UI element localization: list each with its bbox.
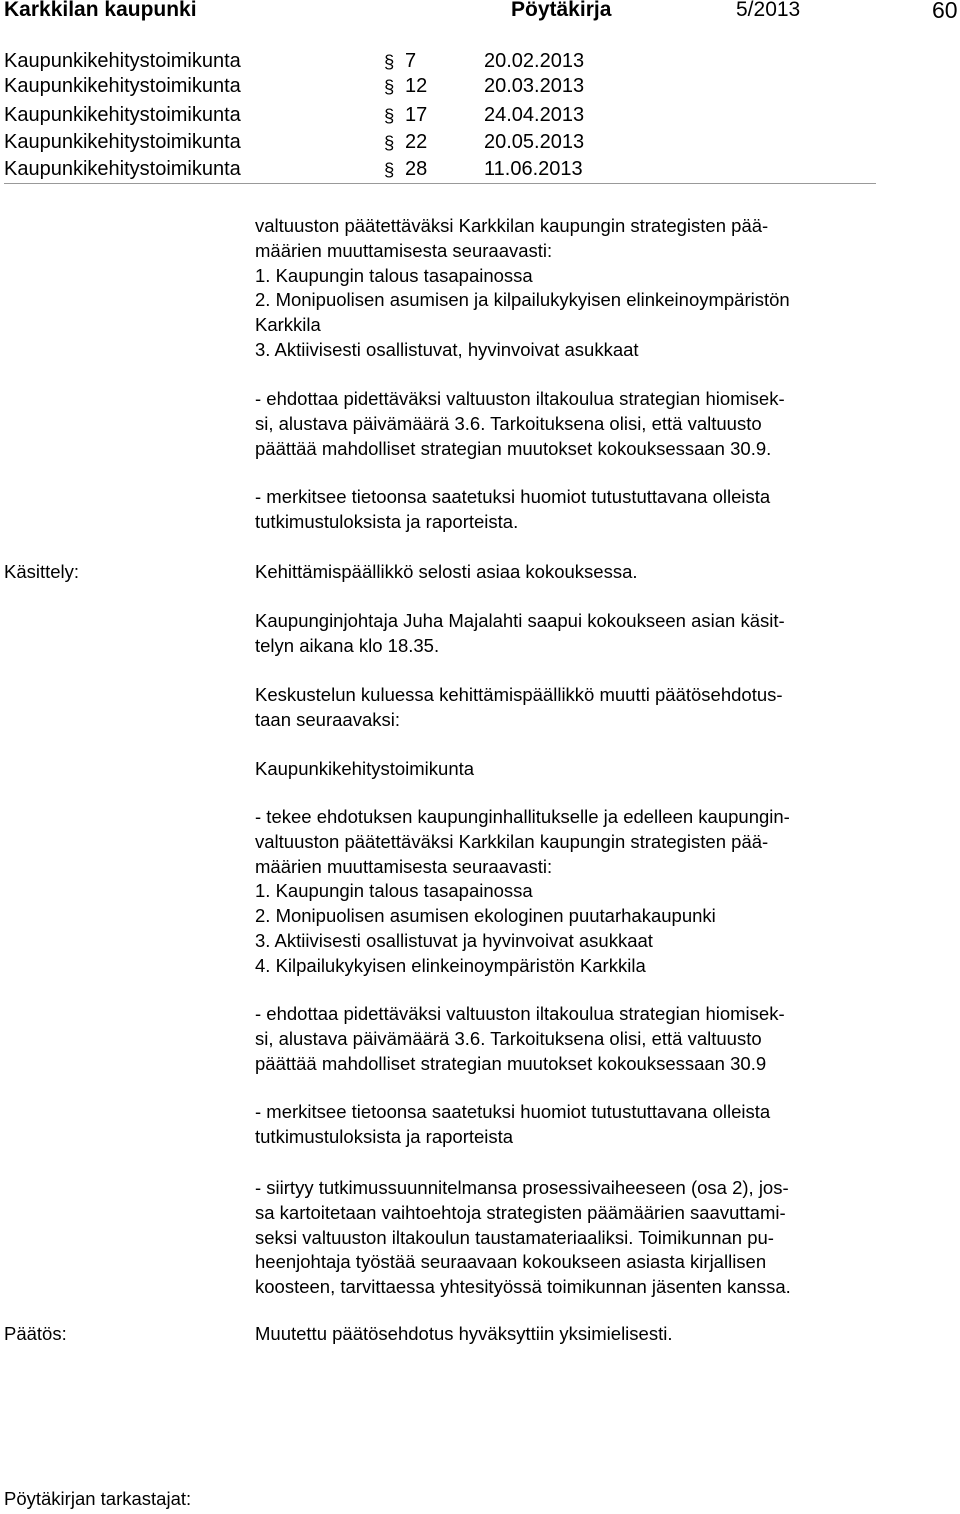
header-divider — [4, 183, 876, 184]
discussion-paragraph — [255, 560, 875, 585]
discussion-paragraph — [255, 805, 875, 979]
section-icon: § — [384, 105, 395, 126]
proposal-paragraph — [255, 387, 875, 461]
text-line: valtuuston päätettäväksi Karkkilan kaupungin strategisten pää- — [255, 215, 769, 236]
discussion-paragraph — [255, 683, 875, 733]
text-line: päättää mahdolliset strategian muutokset kokouksessaan 30.9 — [255, 1052, 767, 1074]
text-line: 1. Kaupungin talous tasapainossa — [255, 264, 533, 286]
meeting-date: 20.05.2013 — [484, 131, 585, 153]
meeting-date: 20.03.2013 — [484, 75, 585, 97]
section-icon: § — [384, 132, 395, 153]
text-line: määrien muuttamisesta seuraavasti: — [255, 855, 553, 877]
text-line: 3. Aktiivisesti osallistuvat ja hyvinvoivat asukkaat — [255, 929, 653, 951]
proposal-paragraph — [255, 214, 875, 363]
text-line: Kaupunkikehitystoimikunta — [255, 758, 475, 779]
meeting-body: Kaupunkikehitystoimikunta — [4, 75, 241, 97]
text-line: si, alustava päivämäärä 3.6. Tarkoituksena olisi, että valtuusto — [255, 1027, 762, 1049]
paatos-label: Päätös: — [4, 1323, 67, 1344]
proposal-paragraph — [255, 485, 875, 535]
discussion-paragraph — [255, 757, 875, 782]
kasittely-label: Käsittely: — [4, 561, 80, 582]
inspectors-label: Pöytäkirjan tarkastajat: — [4, 1488, 192, 1509]
text-line: telyn aikana klo 18.35. — [255, 634, 440, 656]
text-line: 1. Kaupungin talous tasapainossa — [255, 880, 533, 902]
text-line: valtuuston päätettäväksi Karkkilan kaupungin strategisten pää- — [255, 830, 769, 852]
text-line: 2. Monipuolisen asumisen ja kilpailukykyisen elinkeinoympäristön — [255, 289, 790, 311]
text-line: seksi valtuuston iltakoulun taustamateriaaliksi. Toimikunnan pu- — [255, 1226, 774, 1248]
meeting-body: Kaupunkikehitystoimikunta — [4, 131, 241, 153]
section-number: 28 — [405, 158, 428, 180]
text-line: määrien muuttamisesta seuraavasti: — [255, 239, 553, 261]
text-line: heenjohtaja työstää seuraavaan kokoukseen asiasta kirjallisen — [255, 1251, 767, 1273]
text-line: Karkkila — [255, 314, 321, 336]
text-line: - merkitsee tietoonsa saatetuksi huomiot tutustuttavana olleista — [255, 486, 771, 507]
discussion-paragraph — [255, 1002, 875, 1076]
text-line: - tekee ehdotuksen kaupunginhallitukselle ja edelleen kaupungin- — [255, 806, 790, 827]
text-line: taan seuraavaksi: — [255, 708, 401, 730]
text-line: päättää mahdolliset strategian muutokset kokouksessaan 30.9. — [255, 437, 772, 459]
section-number: 22 — [405, 131, 428, 153]
text-line: si, alustava päivämäärä 3.6. Tarkoituksena olisi, että valtuusto — [255, 412, 762, 434]
section-number: 12 — [405, 75, 428, 97]
section-icon: § — [384, 159, 395, 180]
section-icon: § — [384, 76, 395, 97]
text-line: - siirtyy tutkimussuunnitelmansa prosessivaiheeseen (osa 2), jos- — [255, 1177, 789, 1198]
meeting-body: Kaupunkikehitystoimikunta — [4, 50, 241, 72]
text-line: 3. Aktiivisesti osallistuvat, hyvinvoivat asukkaat — [255, 338, 639, 360]
discussion-paragraph — [255, 609, 875, 659]
discussion-paragraph — [255, 1176, 875, 1300]
document-number: 5/2013 — [736, 0, 801, 21]
section-icon: § — [384, 51, 395, 72]
document-type: Pöytäkirja — [511, 0, 612, 21]
text-line: koosteen, tarvittaessa yhtesityössä toimikunnan jäsenten kanssa. — [255, 1276, 791, 1298]
discussion-paragraph — [255, 1100, 875, 1150]
text-line: 4. Kilpailukykyisen elinkeinoympäristön Karkkila — [255, 954, 646, 976]
page-number: 60 — [932, 0, 958, 23]
meeting-date: 20.02.2013 — [484, 50, 585, 72]
section-number: 7 — [405, 50, 417, 72]
text-line: Keskustelun kuluessa kehittämispäällikkö muutti päätösehdotus- — [255, 684, 783, 705]
meeting-body: Kaupunkikehitystoimikunta — [4, 158, 241, 180]
text-line: sa kartoitetaan vaihtoehtoja strategisten päämäärien saavuttami- — [255, 1201, 786, 1223]
meeting-body: Kaupunkikehitystoimikunta — [4, 104, 241, 126]
text-line: - merkitsee tietoonsa saatetuksi huomiot tutustuttavana olleista — [255, 1101, 771, 1122]
text-line: - ehdottaa pidettäväksi valtuuston iltakoulua strategian hiomisek- — [255, 388, 785, 409]
decision-paragraph — [255, 1322, 875, 1347]
meeting-date: 24.04.2013 — [484, 104, 585, 126]
org-name: Karkkilan kaupunki — [4, 0, 197, 21]
text-line: - ehdottaa pidettäväksi valtuuston iltakoulua strategian hiomisek- — [255, 1003, 785, 1024]
meeting-date: 11.06.2013 — [484, 158, 583, 180]
text-line: tutkimustuloksista ja raporteista. — [255, 510, 519, 532]
text-line: tutkimustuloksista ja raporteista — [255, 1125, 514, 1147]
text-line: Kehittämispäällikkö selosti asiaa kokouksessa. — [255, 561, 638, 582]
section-number: 17 — [405, 104, 428, 126]
text-line: 2. Monipuolisen asumisen ekologinen puutarhakaupunki — [255, 905, 716, 927]
text-line: Muutettu päätösehdotus hyväksyttiin yksimielisesti. — [255, 1323, 673, 1344]
text-line: Kaupunginjohtaja Juha Majalahti saapui kokoukseen asian käsit- — [255, 610, 785, 631]
